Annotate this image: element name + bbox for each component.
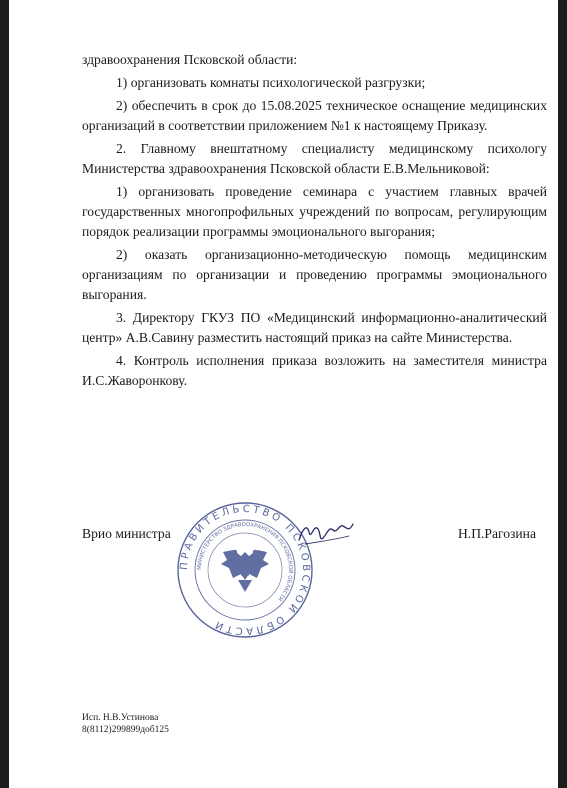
paragraph-7: 4. Контроль исполнения приказа возложить на заместителя министра И.С.Жаворонкову. [82,353,547,388]
paragraph-5: 2) оказать организационно-методическую помощь медицинским организациям по организации и проведению программы эмоционального выгорания. [82,247,547,302]
paragraph-2: 2) обеспечить в срок до 15.08.2025 техническое оснащение медицинских организаций в соответствии приложением №1 к настоящему Приказу. [82,98,547,133]
executor-line: Исп. Н.В.Устинова [82,713,159,723]
document-body [82,50,547,394]
paragraph-1: 1) организовать комнаты психологической разгрузки; [116,75,426,90]
seal-inner-text: МИНИСТЕРСТВО ЗДРАВООХРАНЕНИЯ ПСКОВСКОЙ ОБЛАСТИ [196,521,294,602]
handwritten-signature-icon [295,518,355,550]
paragraph-6: 3. Директору ГКУЗ ПО «Медицинский информационно-аналитический центр» А.В.Савину разместить настоящий приказ на сайте Министерства. [82,310,547,345]
paragraph-3: 2. Главному внештатному специалисту медицинскому психологу Министерства здравоохранения Псковской области Е.В.Мельниковой: [82,141,547,176]
signatory-title: Врио министра [82,526,171,541]
seal-outer-text: ПРАВИТЕЛЬСТВО ПСКОВСКОЙ ОБЛАСТИ [178,503,312,637]
official-seal-icon [175,500,315,640]
paragraph-4: 1) организовать проведение семинара с участием главных врачей государственных многопрофильных учреждений по вопросам, регулирующим порядок реализации программы эмоционального выгорания; [82,184,547,239]
paragraph-0: здравоохранения Псковской области: [82,52,298,67]
document-page [9,0,558,788]
executor-phone: 8(8112)299899доб125 [82,725,169,735]
signatory-name: Н.П.Рагозина [457,526,536,541]
document-footer [82,712,169,736]
